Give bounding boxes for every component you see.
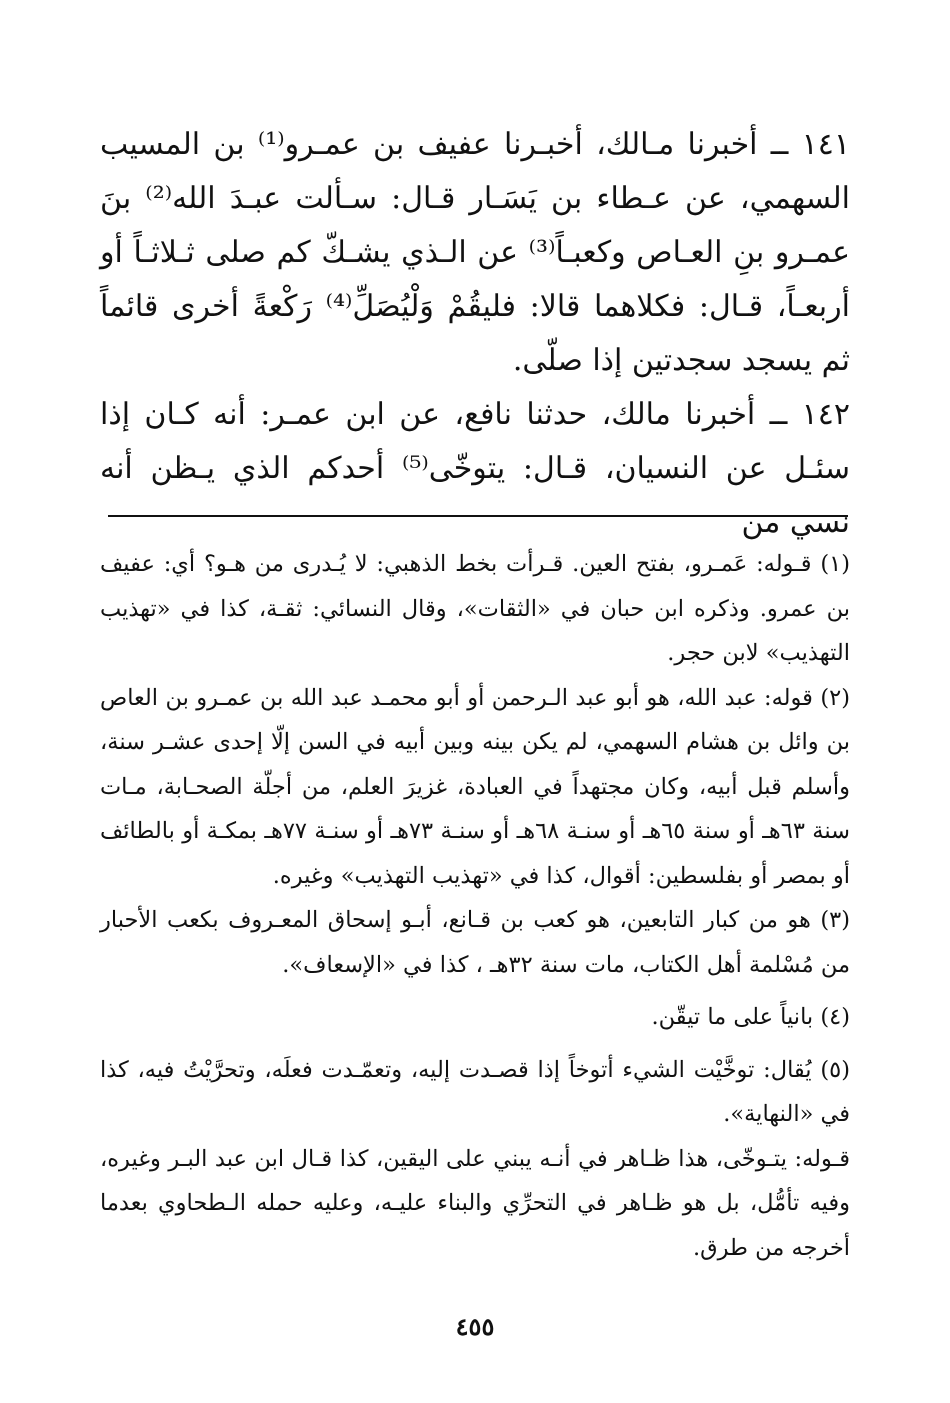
- footnote-2: (٢) قوله: عبد الله، هو أبو عبد الـرحمن أو أبو محمـد عبد الله بن عمـرو بن العاص بن وائل بن هشام السهمي، لم يكن بينه وبين أبيه في السن إلّا إحدى عشـر سنة، وأسلم قبل أبيه، وكان مجتهداً في العبادة، غزيرَ العلم، من أجلّة الصحـابة، مـات سنة ٦٣هـ أو سنة ٦٥هـ أو سنـة ٦٨هـ أو سنـة ٧٣هـ أو سنـة ٧٧هـ بمكـة أو بالطائف أو بمصر أو بفلسطين: أقوال، كذا في «تهذيب التهذيب» وغيره.: [100, 684, 850, 889]
- page-number: ٤٥٥: [455, 1312, 495, 1341]
- hadith-142: ١٤٢ ــ أخبرنا مالك، حدثنا نافع، عن ابن عمـر: أنه كـان إذا سئـل عن النسيان، قـال: يتوخّى⁽⁵⁾ أحدكم الذي يـظن أنه نسي من: [100, 397, 850, 540]
- footnote-4: (٤) بانياً على ما تيقّن.: [651, 1004, 850, 1030]
- footnote-5: (٥) يُقال: توخَّيْت الشيء أتوخاً إذا قصـدت إليه، وتعمّـدت فعلَه، وتحرَّيْتُ فيه، كذا في «النهاية».: [100, 1056, 850, 1127]
- footnote-separator: [108, 515, 848, 517]
- footnote-1: (١) قـوله: عَمـرو، بفتح العين. قـرأت بخط الذهبي: لا يُـدرى من هـو؟ أي: عفيف بن عمرو. وذكره ابن حبان في «الثقات»، وقال النسائي: ثقـة، كذا في «تهذيب التهذيب» لابن حجر.: [100, 551, 850, 666]
- hadith-141: ١٤١ ــ أخبرنا مـالك، أخبـرنا عفيف بن عمـرو⁽¹⁾ بن المسيب السهمي، عن عـطاء بن يَسَـار قـال: سـألت عبـدَ الله⁽²⁾ بنَ عمـرو بنِ العـاص وكعبـاً⁽³⁾ عن الـذي يشـكّ كم صلى ثـلاثـاً أو أربعـاً، قـال: فكلاهما قالا: فليقُمْ وَلْيُصَلِّ⁽⁴⁾ رَكْعةً أخرى قائماً ثم يسجد سجدتين إذا صلّى.: [100, 127, 851, 378]
- main-text: [100, 118, 850, 550]
- footnote-3: (٣) هو من كبار التابعين، هو كعب بن قـانع، أبـو إسحاق المعـروف بكعب الأحبار من مُسْلمة أهل الكتاب، مات سنة ٣٢هـ ، كذا في «الإسعاف».: [100, 907, 851, 978]
- footnote-5-comment: قـوله: يتـوخّى، هذا ظـاهر في أنـه يبني على اليقين، كذا قـال ابن عبد البـر وغيره، وفيه تأمُّل، بل هو ظـاهر في التحرِّي والبناء عليـه، وعليه حمله الـطحاوي بعدما أخرجه من طرق.: [100, 1145, 850, 1261]
- footnotes: [100, 542, 850, 1270]
